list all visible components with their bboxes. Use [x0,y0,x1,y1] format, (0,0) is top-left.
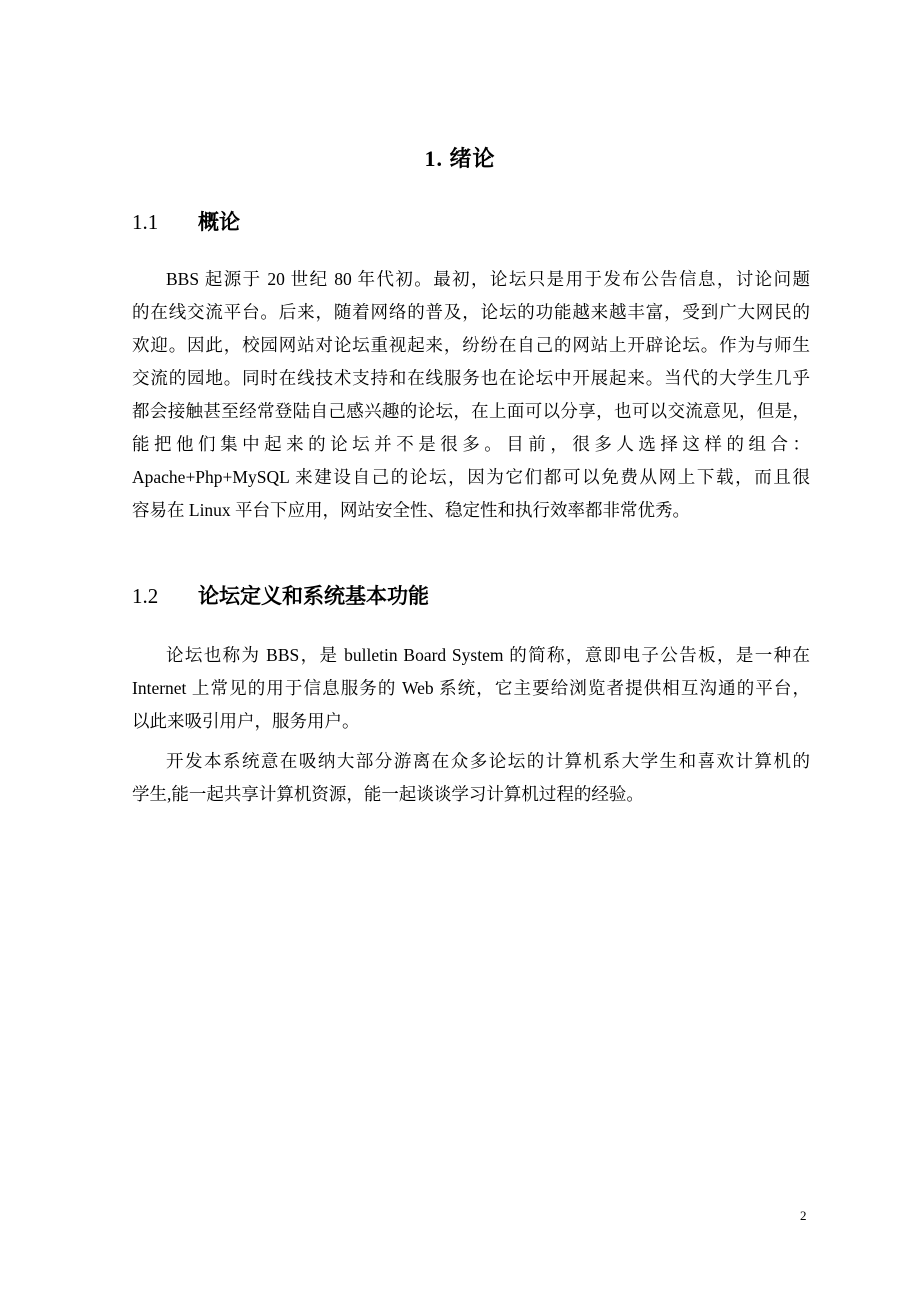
section-number: 1.1 [132,210,159,234]
paragraph-line: 交流的园地。同时在线技术支持和在线服务也在论坛中开展起来。当代的大学生几乎 [132,368,810,388]
page-number: 2 [800,1208,807,1223]
paragraph-line: 欢迎。因此，校园网站对论坛重视起来，纷纷在自己的网站上开辟论坛。作为与师生 [132,335,810,355]
paragraph-line: Apache+Php+MySQL 来建设自己的论坛，因为它们都可以免费从网上下载，而且很 [132,467,810,487]
section-number: 1.2 [132,584,159,608]
paragraph-line: 以此来吸引用户，服务用户。 [132,711,360,731]
paragraph-line: 开发本系统意在吸纳大部分游离在众多论坛的计算机系大学生和喜欢计算机的 [166,751,810,771]
chapter-title: 1. 绪论 [424,146,496,171]
paragraph-line: 学生,能一起共享计算机资源，能一起谈谈学习计算机过程的经验。 [132,784,644,804]
paragraph-line: 都会接触甚至经常登陆自己感兴趣的论坛，在上面可以分享，也可以交流意见，但是， [132,401,810,421]
paragraph-line: BBS 起源于 20 世纪 80 年代初。最初，论坛只是用于发布公告信息，讨论问题 [166,269,810,289]
paragraph-line: 的在线交流平台。后来，随着网络的普及，论坛的功能越来越丰富，受到广大网民的 [132,302,810,322]
section-1-2-paragraph-1 [132,639,810,738]
section-heading-1-2 [132,580,429,610]
section-title: 论坛定义和系统基本功能 [198,584,429,608]
section-title: 概论 [198,210,240,234]
paragraph-line: 容易在 Linux 平台下应用，网站安全性、稳定性和执行效率都非常优秀。 [132,500,691,520]
paragraph-line: 论坛也称为 BBS，是 bulletin Board System 的简称，意即电子公告板，是一种在 [166,645,810,665]
section-heading-1-1 [132,206,240,236]
paragraph-line: Internet 上常见的用于信息服务的 Web 系统，它主要给浏览者提供相互沟通的平台， [132,678,810,698]
section-1-1-paragraph [132,263,810,527]
paragraph-line: 能把他们集中起来的论坛并不是很多。目前，很多人选择这样的组合： [132,434,810,454]
section-1-2-paragraph-2 [132,745,810,811]
